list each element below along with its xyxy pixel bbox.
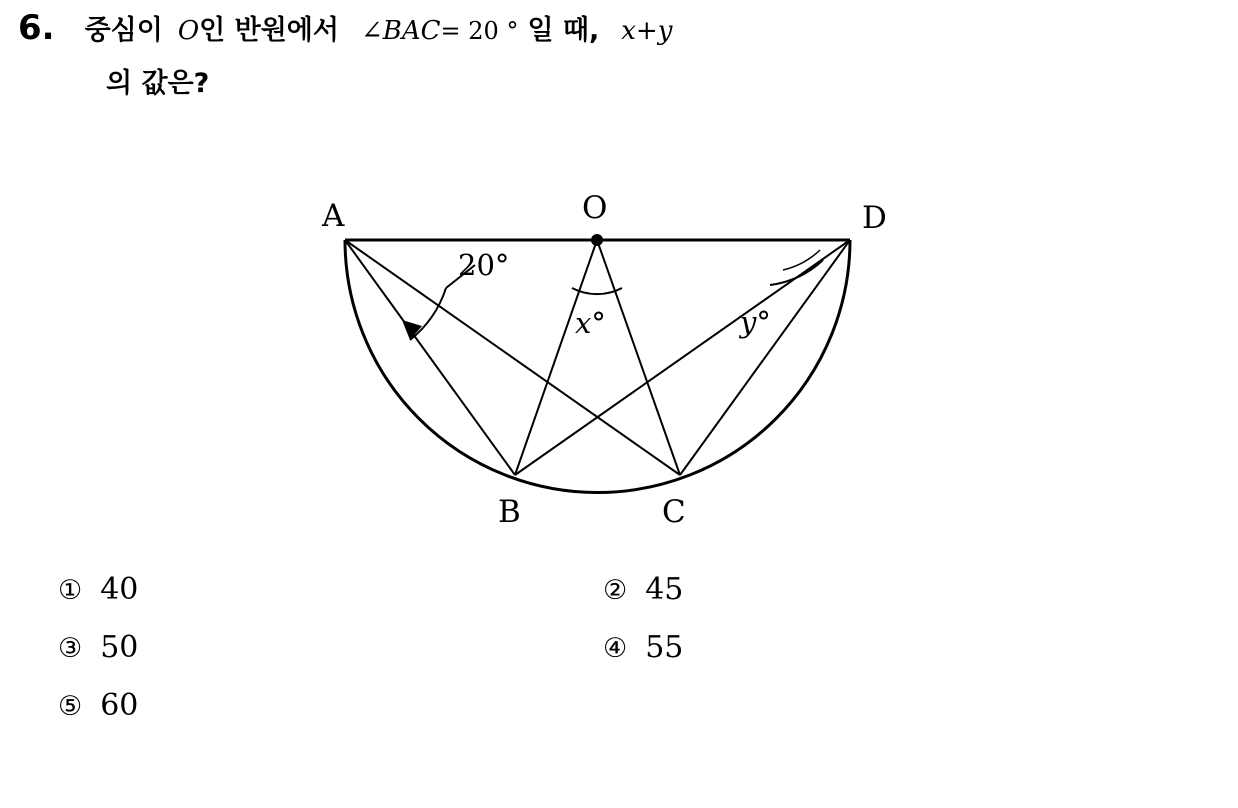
label-angle-y: y°: [740, 305, 771, 339]
question-text-part-2: 인 반원에서: [199, 15, 339, 46]
choice-text-4: 55: [645, 630, 684, 665]
question-number: 6.: [18, 8, 55, 48]
geometry-figure: [250, 170, 930, 540]
choice-marker-3: ③: [58, 633, 83, 664]
choice-5[interactable]: [58, 688, 603, 723]
choice-text-3: 50: [100, 630, 139, 665]
semicircle-arc: [345, 240, 850, 493]
question-line-2: 의 값은?: [106, 68, 210, 99]
label-D: D: [862, 200, 887, 236]
segment-DC: [680, 240, 850, 475]
choice-row-1: [58, 572, 1158, 633]
choice-row-3: [58, 688, 1158, 749]
choice-marker-2: ②: [603, 575, 628, 606]
question-math-angle-value: = 20 °: [440, 17, 519, 45]
question-text-part-1: 중심이: [84, 15, 163, 46]
choice-text-5: 60: [100, 688, 139, 723]
segment-OC: [597, 240, 680, 475]
question-math-angle-bac: ∠BAC: [360, 16, 441, 46]
angle-arrow-A: [402, 320, 422, 340]
choice-marker-4: ④: [603, 633, 628, 664]
semicircle-diagram-svg: [250, 170, 930, 540]
question-block: [18, 8, 1218, 100]
choice-marker-5: ⑤: [58, 691, 83, 722]
question-text-part-3: 일 때,: [527, 15, 600, 46]
choice-marker-1: ①: [58, 575, 83, 606]
choice-2[interactable]: [603, 572, 684, 607]
segment-OB: [515, 240, 597, 475]
label-A: A: [322, 198, 345, 234]
question-math-xy: x+y: [621, 16, 673, 46]
label-B: B: [498, 494, 521, 530]
choice-row-2: [58, 630, 1158, 691]
label-C: C: [662, 494, 686, 530]
label-angle-20: 20°: [458, 248, 510, 282]
question-math-center-label: O: [177, 16, 200, 46]
choice-3[interactable]: [58, 630, 603, 665]
label-O: O: [582, 190, 608, 226]
question-line-1: [18, 8, 1218, 47]
segment-AC: [345, 240, 680, 475]
label-angle-x: x°: [575, 306, 606, 340]
answer-choices: [58, 572, 1158, 749]
choice-text-2: 45: [645, 572, 684, 607]
choice-text-1: 40: [100, 572, 139, 607]
center-point-O: [591, 234, 603, 246]
choice-1[interactable]: [58, 572, 603, 607]
choice-4[interactable]: [603, 630, 684, 665]
